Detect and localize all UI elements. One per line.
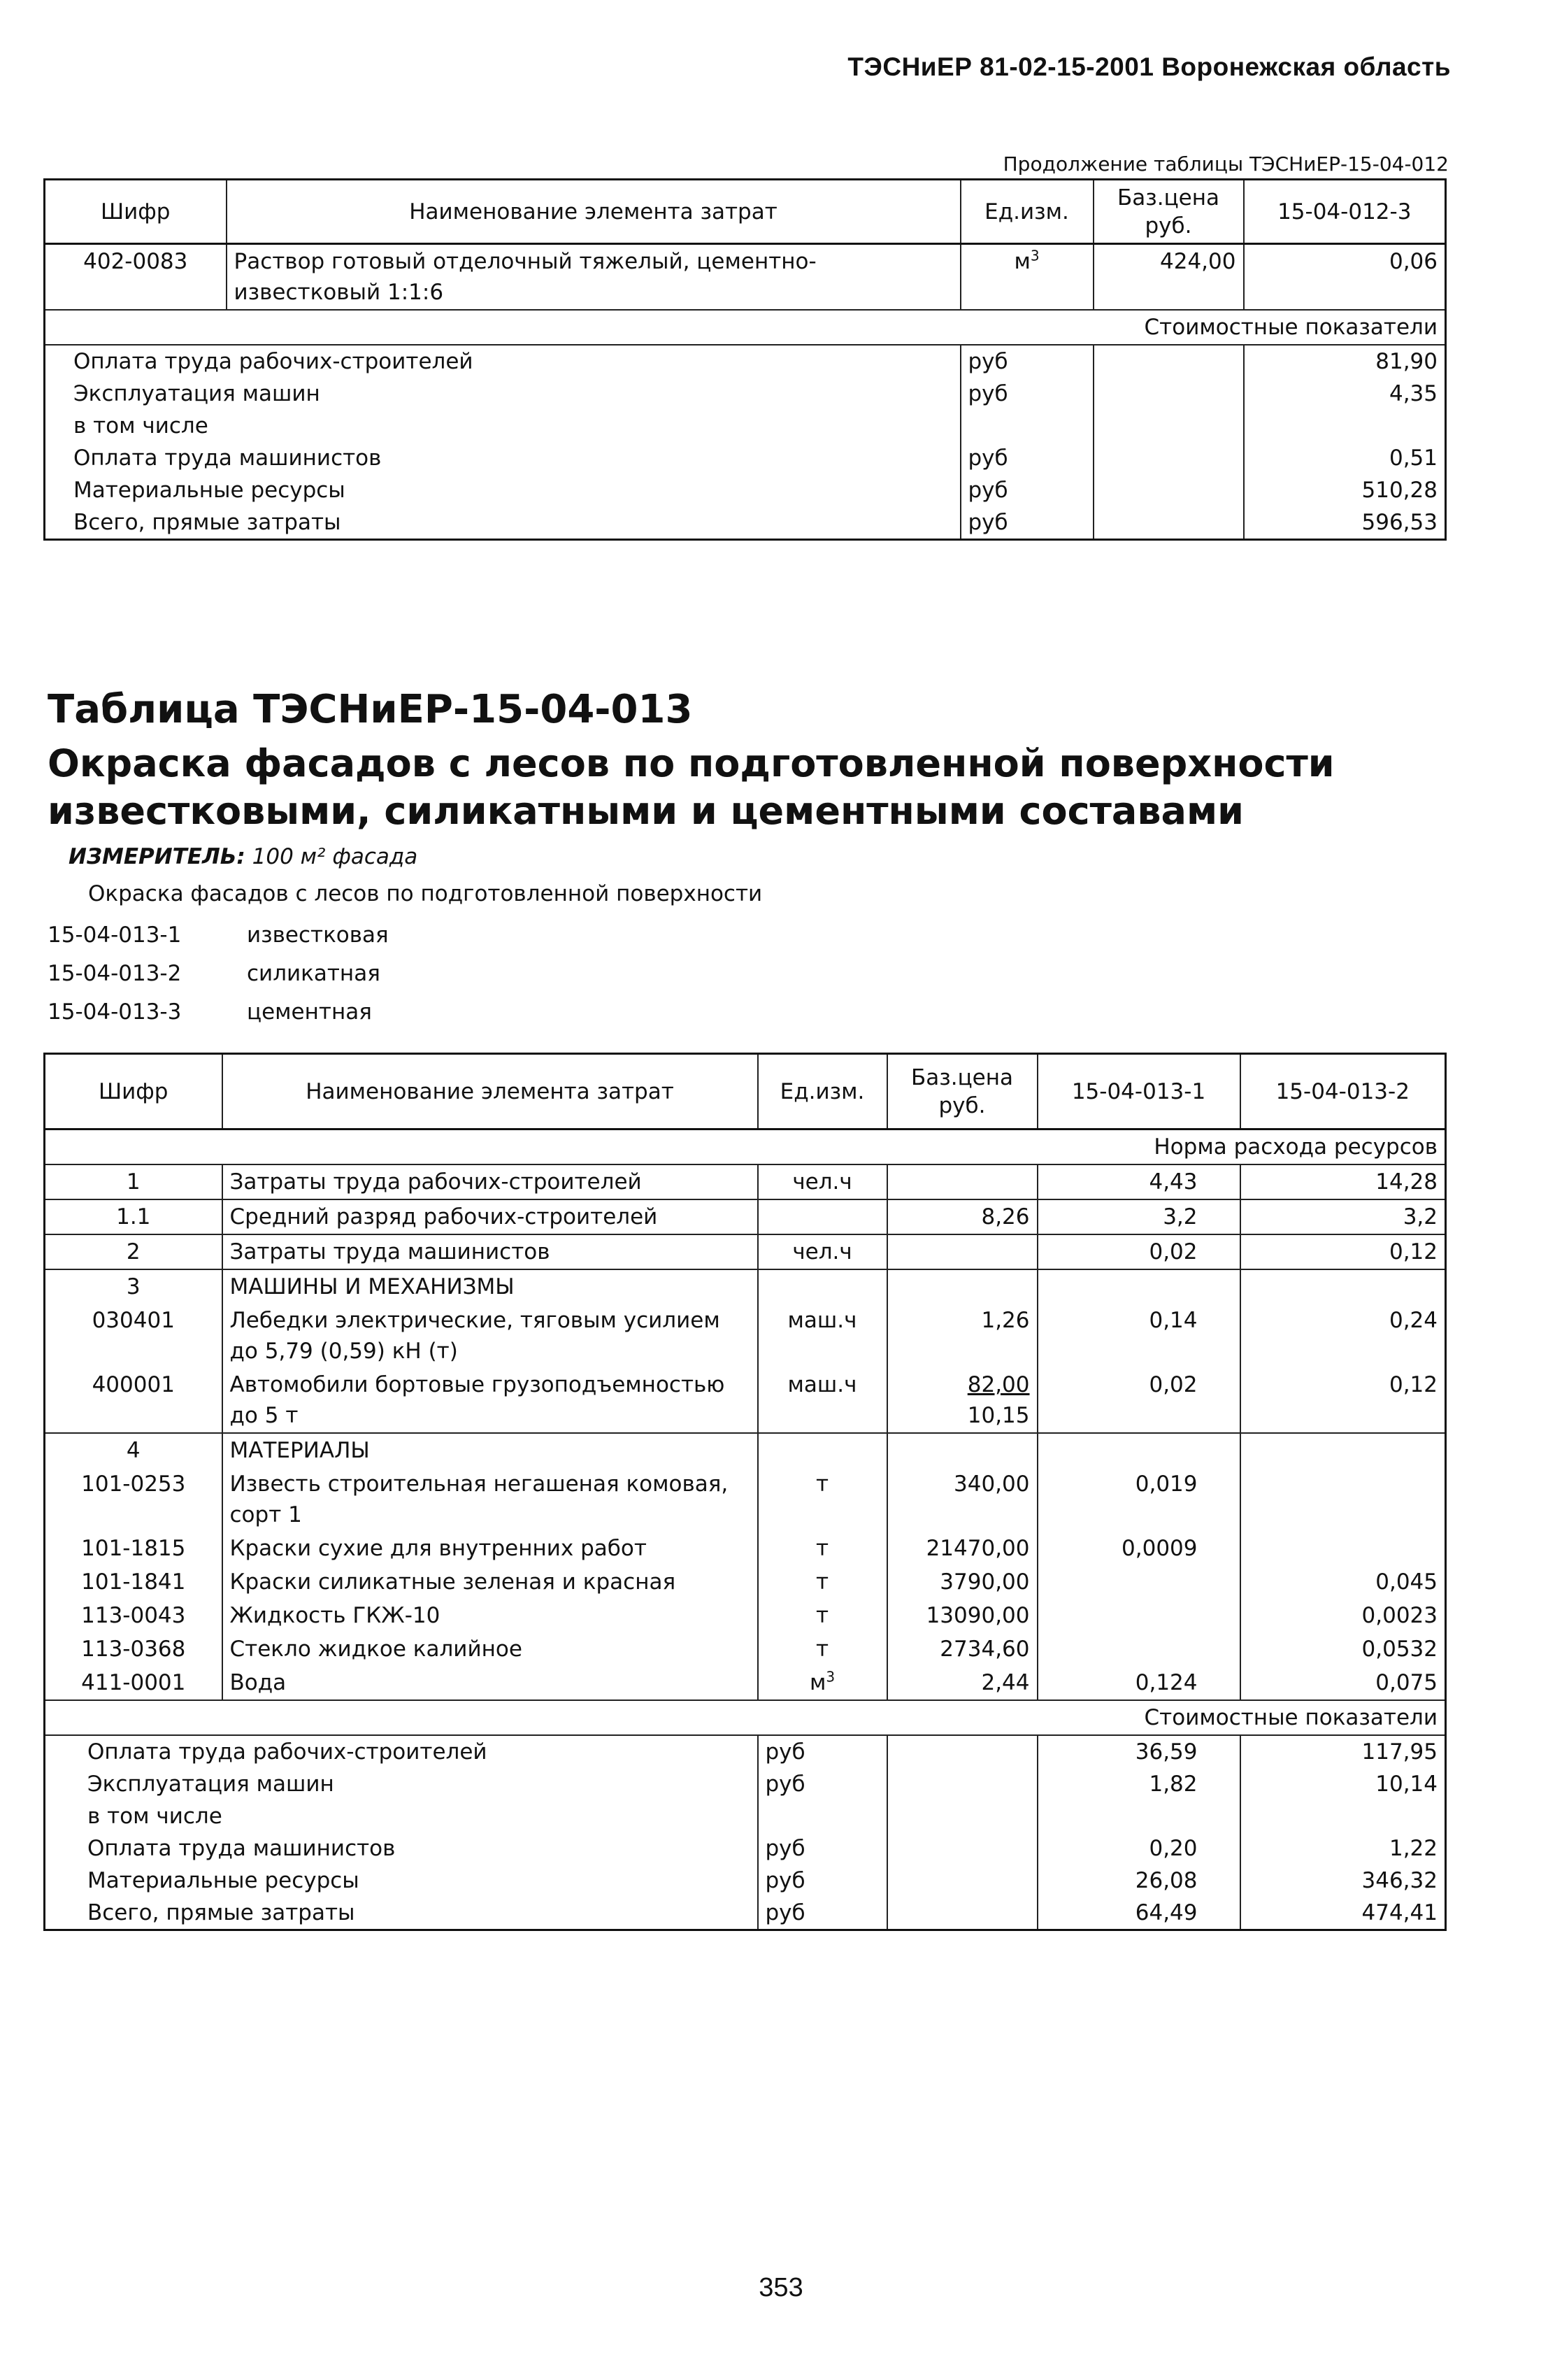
table-row — [45, 1467, 1446, 1532]
cost-value-2: 474,41 — [1240, 1897, 1446, 1930]
cell-code: 400001 — [45, 1368, 222, 1433]
cell-price — [887, 1234, 1038, 1269]
cell-code: 1.1 — [45, 1199, 222, 1234]
norm-band-row — [45, 1130, 1446, 1165]
cell-unit: маш.ч — [758, 1368, 887, 1433]
cost-label: в том числе — [45, 1800, 758, 1832]
cost-row — [45, 506, 1446, 540]
cell-unit: т — [758, 1532, 887, 1565]
cost-label: Оплата труда машинистов — [45, 442, 961, 474]
cell-name: Краски силикатные зеленая и красная — [222, 1565, 758, 1599]
cell-value-2: 0,0532 — [1240, 1632, 1446, 1666]
cell-name: Раствор готовый отделочный тяжелый, цементно-известковый 1:1:6 — [227, 244, 961, 311]
cost-label: Оплата труда рабочих-строителей — [45, 1735, 758, 1768]
col-header-unit: Ед.изм. — [961, 180, 1094, 244]
table-row — [45, 244, 1446, 311]
cell-value-2: 0,12 — [1240, 1368, 1446, 1433]
cell-price: 340,00 — [887, 1467, 1038, 1532]
cost-band-label: Стоимостные показатели — [45, 1700, 1446, 1735]
col-header-price: Баз.цена руб. — [887, 1054, 1038, 1130]
table-row — [45, 1565, 1446, 1599]
cell-value-1: 0,0009 — [1038, 1532, 1240, 1565]
cell-value-2: 0,045 — [1240, 1565, 1446, 1599]
variant-name: цементная — [247, 999, 372, 1025]
resource-table — [43, 1053, 1447, 1931]
cell-code: 101-1841 — [45, 1565, 222, 1599]
cell-name: Краски сухие для внутренних работ — [222, 1532, 758, 1565]
list-item — [48, 916, 389, 955]
cost-value-2: 117,95 — [1240, 1735, 1446, 1768]
cell-value-2: 0,075 — [1240, 1666, 1446, 1700]
cell-code: 030401 — [45, 1304, 222, 1368]
table-row — [45, 1368, 1446, 1433]
cost-value-1: 0,20 — [1038, 1832, 1240, 1865]
section-row — [45, 1269, 1446, 1304]
cost-label: в том числе — [45, 410, 961, 442]
cost-row — [45, 1768, 1446, 1800]
cost-label: Оплата труда машинистов — [45, 1832, 758, 1865]
table-row — [45, 1666, 1446, 1700]
variant-code: 15-04-013-2 — [48, 961, 182, 986]
cell-unit: $м^3$ — [758, 1666, 887, 1700]
cell-code: 2 — [45, 1234, 222, 1269]
cell-code: 1 — [45, 1164, 222, 1199]
cell-name: Жидкость ГКЖ-10 — [222, 1599, 758, 1632]
cell-value-2 — [1240, 1467, 1446, 1532]
cell-value-2: 14,28 — [1240, 1164, 1446, 1199]
cell-value-2: 0,12 — [1240, 1234, 1446, 1269]
cell-unit: т — [758, 1632, 887, 1666]
cell-unit: т — [758, 1565, 887, 1599]
cell-price — [887, 1164, 1038, 1199]
table-header-row — [45, 1054, 1446, 1130]
cell-name: Известь строительная негашеная комовая, сорт 1 — [222, 1467, 758, 1532]
cell-code: 113-0368 — [45, 1632, 222, 1666]
cell-code: 3 — [45, 1269, 222, 1304]
cell-unit — [758, 1199, 887, 1234]
table-row — [45, 1632, 1446, 1666]
cell-name: Вода — [222, 1666, 758, 1700]
cell-unit: т — [758, 1599, 887, 1632]
section-name: МАШИНЫ И МЕХАНИЗМЫ — [222, 1269, 758, 1304]
cost-band-label: Стоимостные показатели — [45, 310, 1446, 345]
cost-unit: руб — [758, 1897, 887, 1930]
table-row — [45, 1599, 1446, 1632]
cost-band-row — [45, 1700, 1446, 1735]
cost-value-1: 1,82 — [1038, 1768, 1240, 1800]
cell-price: 8,26 — [887, 1199, 1038, 1234]
cell-code: 402-0083 — [45, 244, 227, 311]
cell-unit: маш.ч — [758, 1304, 887, 1368]
cost-value-2: 10,14 — [1240, 1768, 1446, 1800]
cost-value-1: 36,59 — [1038, 1735, 1240, 1768]
cell-value-1 — [1038, 1599, 1240, 1632]
cost-row — [45, 410, 1446, 442]
variant-code: 15-04-013-3 — [48, 999, 182, 1025]
cell-unit: чел.ч — [758, 1234, 887, 1269]
table-row — [45, 1532, 1446, 1565]
cost-band-row — [45, 310, 1446, 345]
cost-row — [45, 1897, 1446, 1930]
work-subtitle: Окраска фасадов с лесов по подготовленной поверхности — [88, 881, 763, 906]
cost-label: Всего, прямые затраты — [45, 506, 961, 540]
cell-value-1: 3,2 — [1038, 1199, 1240, 1234]
cost-label: Материальные ресурсы — [45, 474, 961, 506]
cell-unit: т — [758, 1467, 887, 1532]
page-number: 353 — [759, 2273, 803, 2302]
col-header-unit: Ед.изм. — [758, 1054, 887, 1130]
col-header-norm-1: 15-04-013-1 — [1038, 1054, 1240, 1130]
cell-value-1 — [1038, 1632, 1240, 1666]
col-header-norm: 15-04-012-3 — [1244, 180, 1446, 244]
cost-unit: руб — [961, 474, 1094, 506]
list-item — [48, 955, 389, 993]
cell-unit: $м^3$ — [961, 244, 1094, 311]
variant-name: силикатная — [247, 961, 380, 986]
cost-label: Оплата труда рабочих-строителей — [45, 345, 961, 378]
cost-value: 81,90 — [1244, 345, 1446, 378]
running-header: ТЭСНиЕР 81-02-15-2001 Воронежская область — [847, 52, 1451, 81]
cell-value-2: 0,0023 — [1240, 1599, 1446, 1632]
variant-code: 15-04-013-1 — [48, 922, 182, 948]
measure-label: ИЗМЕРИТЕЛЬ: — [69, 844, 245, 869]
cell-price: 424,00 — [1094, 244, 1244, 311]
cost-label: Материальные ресурсы — [45, 1865, 758, 1897]
cost-unit: руб — [961, 506, 1094, 540]
col-header-norm-2: 15-04-013-2 — [1240, 1054, 1446, 1130]
cell-name: Средний разряд рабочих-строителей — [222, 1199, 758, 1234]
continuation-caption: Продолжение таблицы ТЭСНиЕР-15-04-012 — [1003, 152, 1449, 176]
section-name: МАТЕРИАЛЫ — [222, 1433, 758, 1467]
cost-value: 510,28 — [1244, 474, 1446, 506]
cost-row — [45, 1735, 1446, 1768]
cell-value-1: 0,02 — [1038, 1234, 1240, 1269]
cell-price: 13090,00 — [887, 1599, 1038, 1632]
cell-price: 2734,60 — [887, 1632, 1038, 1666]
cell-price: 3790,00 — [887, 1565, 1038, 1599]
section-row — [45, 1433, 1446, 1467]
cell-code: 101-1815 — [45, 1532, 222, 1565]
cell-value-1: 0,14 — [1038, 1304, 1240, 1368]
cell-name: Автомобили бортовые грузоподъемностью до 5 т — [222, 1368, 758, 1433]
cost-row — [45, 1865, 1446, 1897]
cost-label: Всего, прямые затраты — [45, 1897, 758, 1930]
cost-value: 596,53 — [1244, 506, 1446, 540]
cell-code: 4 — [45, 1433, 222, 1467]
cost-value: 0,51 — [1244, 442, 1446, 474]
cell-price-main: 82,00 — [967, 1372, 1030, 1397]
cell-name: Лебедки электрические, тяговым усилием до 5,79 (0,59) кН (т) — [222, 1304, 758, 1368]
cell-price: 21470,00 — [887, 1532, 1038, 1565]
cost-value-1: 64,49 — [1038, 1897, 1240, 1930]
table-row — [45, 1199, 1446, 1234]
cell-price — [887, 1368, 1038, 1433]
cell-name: Затраты труда рабочих-строителей — [222, 1164, 758, 1199]
cell-unit: чел.ч — [758, 1164, 887, 1199]
cost-row — [45, 442, 1446, 474]
col-header-name: Наименование элемента затрат — [227, 180, 961, 244]
cell-price-second: 10,15 — [967, 1403, 1030, 1428]
list-item — [48, 993, 389, 1032]
table-header-row — [45, 180, 1446, 244]
cell-value-1: 0,019 — [1038, 1467, 1240, 1532]
cost-unit: руб — [758, 1832, 887, 1865]
cost-value-2: 1,22 — [1240, 1832, 1446, 1865]
continued-table — [43, 178, 1447, 541]
cost-label: Эксплуатация машин — [45, 1768, 758, 1800]
cell-price: 2,44 — [887, 1666, 1038, 1700]
measure-value: 100 м² фасада — [252, 844, 418, 869]
cost-unit: руб — [961, 378, 1094, 410]
cost-unit: руб — [758, 1768, 887, 1800]
table-title: Таблица ТЭСНиЕР-15-04-013 — [48, 687, 693, 732]
cell-code: 411-0001 — [45, 1666, 222, 1700]
cost-value-2: 346,32 — [1240, 1865, 1446, 1897]
measure-line — [69, 844, 417, 869]
cost-unit: руб — [758, 1865, 887, 1897]
cell-value-1: 0,02 — [1038, 1368, 1240, 1433]
cost-row — [45, 1800, 1446, 1832]
table-heading: Окраска фасадов с лесов по подготовленной поверхности известковыми, силикатными и цементными составами — [48, 741, 1335, 833]
variant-list — [48, 916, 389, 1032]
cell-value-1: 4,43 — [1038, 1164, 1240, 1199]
cost-unit: руб — [961, 442, 1094, 474]
cell-price: 1,26 — [887, 1304, 1038, 1368]
cell-code: 101-0253 — [45, 1467, 222, 1532]
variant-name: известковая — [247, 922, 389, 948]
cell-value-1 — [1038, 1565, 1240, 1599]
col-header-price: Баз.цена руб. — [1094, 180, 1244, 244]
cell-value: 0,06 — [1244, 244, 1446, 311]
cost-label: Эксплуатация машин — [45, 378, 961, 410]
col-header-code: Шифр — [45, 1054, 222, 1130]
cell-value-2: 0,24 — [1240, 1304, 1446, 1368]
cell-name: Стекло жидкое калийное — [222, 1632, 758, 1666]
cell-value-2: 3,2 — [1240, 1199, 1446, 1234]
cost-row — [45, 474, 1446, 506]
cost-value-1: 26,08 — [1038, 1865, 1240, 1897]
cost-row — [45, 378, 1446, 410]
table-row — [45, 1234, 1446, 1269]
table-row — [45, 1304, 1446, 1368]
cell-value-2 — [1240, 1532, 1446, 1565]
cost-unit: руб — [758, 1735, 887, 1768]
cell-name: Затраты труда машинистов — [222, 1234, 758, 1269]
table-row — [45, 1164, 1446, 1199]
cost-unit: руб — [961, 345, 1094, 378]
col-header-name: Наименование элемента затрат — [222, 1054, 758, 1130]
cost-value: 4,35 — [1244, 378, 1446, 410]
col-header-code: Шифр — [45, 180, 227, 244]
cost-row — [45, 1832, 1446, 1865]
cost-row — [45, 345, 1446, 378]
cell-value-1: 0,124 — [1038, 1666, 1240, 1700]
cell-code: 113-0043 — [45, 1599, 222, 1632]
norm-band-label: Норма расхода ресурсов — [45, 1130, 1446, 1165]
